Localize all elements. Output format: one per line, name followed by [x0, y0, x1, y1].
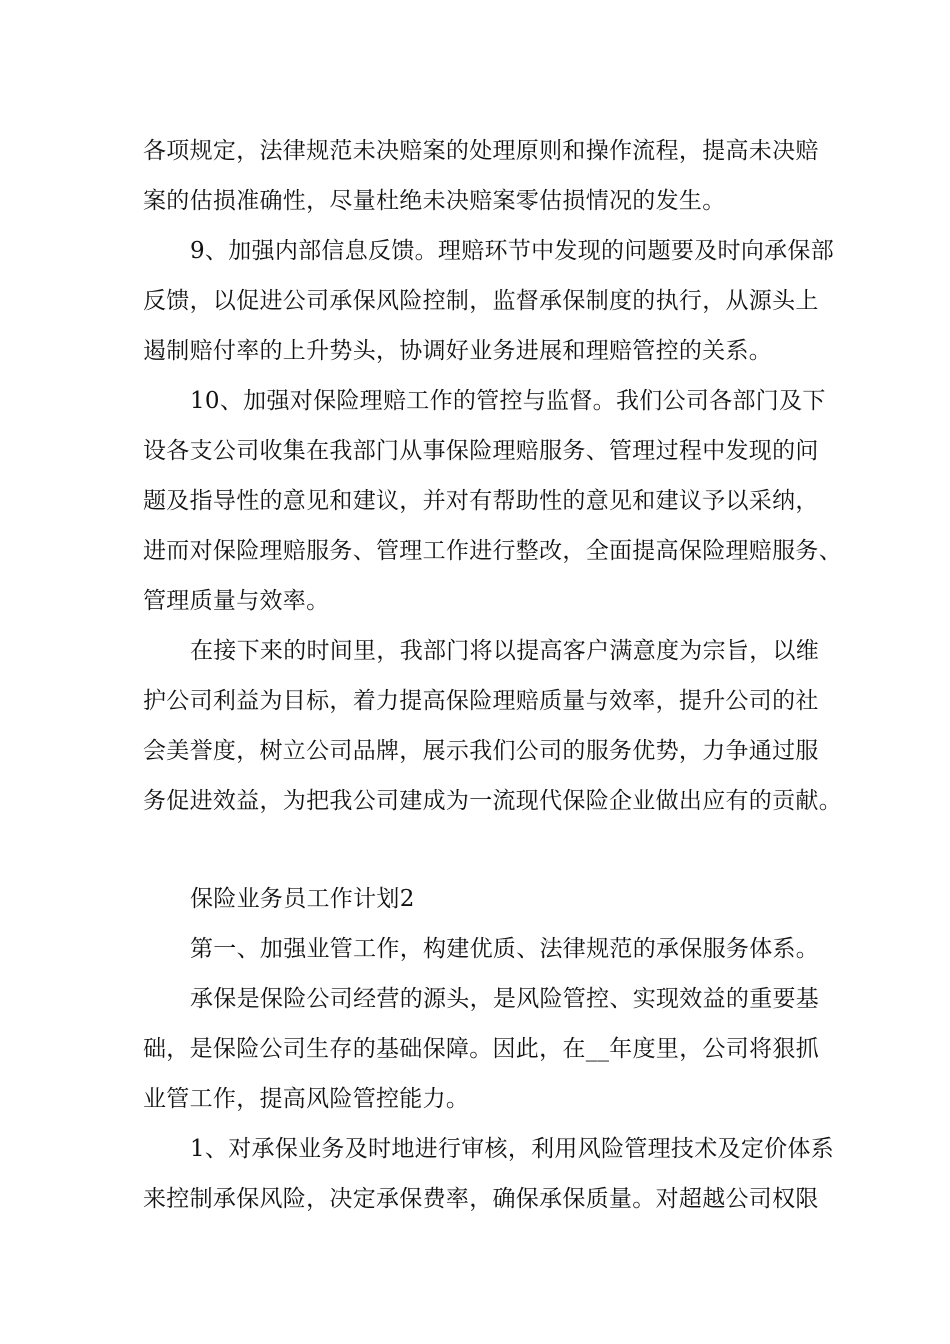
text-line: 业管工作，提高风险管控能力。 [143, 1086, 470, 1112]
text-line: 遏制赔付率的上升势头，协调好业务进展和理赔管控的关系。 [143, 338, 773, 364]
text-line: 案的估损准确性，尽量杜绝未决赔案零估损情况的发生。 [143, 188, 726, 214]
text-line: 础，是保险公司生存的基础保障。因此，在__年度里，公司将狠抓 [143, 1036, 819, 1062]
section-subheading: 第一、加强业管工作，构建优质、法律规范的承保服务体系。 [190, 936, 820, 962]
paragraph-start-line: 承保是保险公司经营的源头，是风险管控、实现效益的重要基 [190, 986, 820, 1012]
text-line: 护公司利益为目标，着力提高保险理赔质量与效率，提升公司的社 [143, 688, 819, 714]
text-line: 各项规定，法律规范未决赔案的处理原则和操作流程，提高未决赔 [143, 138, 819, 164]
text-line: 来控制承保风险，决定承保费率，确保承保质量。对超越公司权限 [143, 1186, 819, 1212]
paragraph-start-line: 在接下来的时间里，我部门将以提高客户满意度为宗旨，以维 [190, 638, 820, 664]
text-line: 题及指导性的意见和建议，并对有帮助性的意见和建议予以采纳， [143, 488, 819, 514]
paragraph-start-line: 1、对承保业务及时地进行审核，利用风险管理技术及定价体系 [190, 1136, 835, 1162]
paragraph-start-line: 9、加强内部信息反馈。理赔环节中发现的问题要及时向承保部 [190, 238, 835, 264]
section-heading: 保险业务员工作计划2 [190, 886, 415, 912]
text-line: 务促进效益，为把我公司建成为一流现代保险企业做出应有的贡献。 [143, 788, 842, 814]
text-line: 会美誉度，树立公司品牌，展示我们公司的服务优势，力争通过服 [143, 738, 819, 764]
text-line: 管理质量与效率。 [143, 588, 330, 614]
text-line: 反馈，以促进公司承保风险控制，监督承保制度的执行，从源头上 [143, 288, 819, 314]
text-line: 进而对保险理赔服务、管理工作进行整改，全面提高保险理赔服务、 [143, 538, 842, 564]
paragraph-start-line: 10、加强对保险理赔工作的管控与监督。我们公司各部门及下 [190, 388, 826, 414]
text-line: 设各支公司收集在我部门从事保险理赔服务、管理过程中发现的问 [143, 438, 819, 464]
